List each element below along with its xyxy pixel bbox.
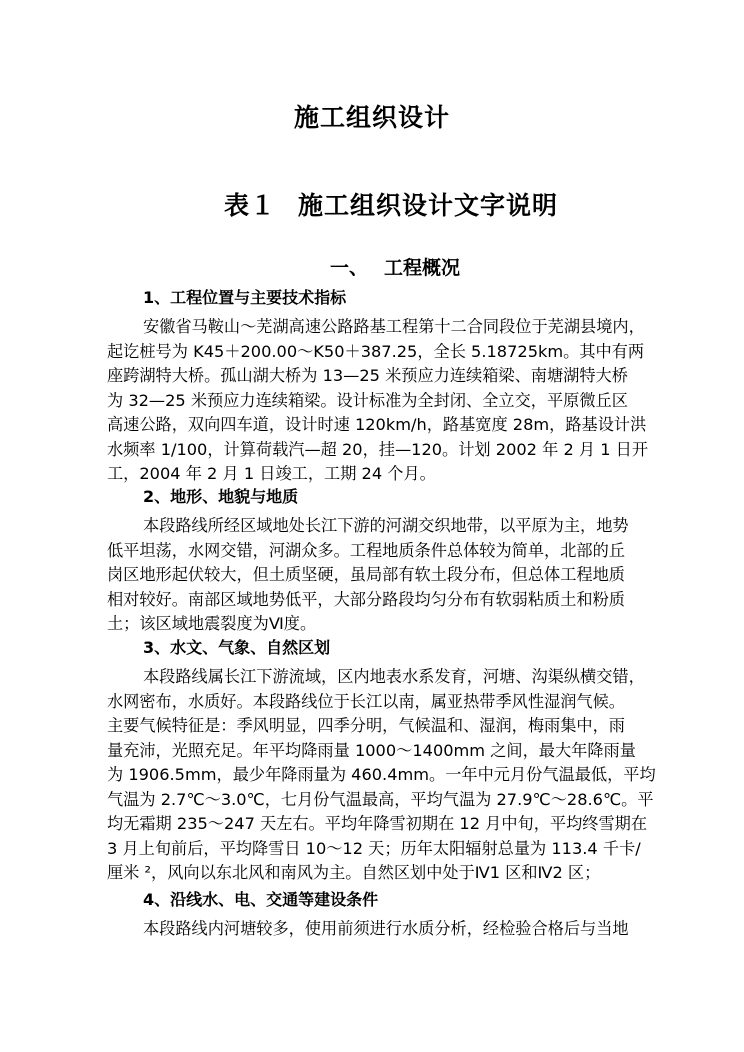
paragraph-line: 起讫桩号为 K45＋200.00～K50＋387.25，全长 5.18725km。其中有两 (107, 341, 645, 361)
paragraph-line: 水网密布，水质好。本段路线位于长江以南，属亚热带季风性湿润气候。 (107, 691, 625, 711)
paragraph-line: 本段路线属长江下游流域，区内地表水系发育，河塘、沟渠纵横交错， (143, 667, 645, 686)
paragraph-line: 安徽省马鞍山～芜湖高速公路路基工程第十二合同段位于芜湖县境内， (143, 317, 645, 336)
paragraph-line: 为 32—25 米预应力连续箱梁。设计标准为全封闭、全立交，平原微丘区 (107, 390, 628, 410)
document-title: 施工组织设计 (293, 103, 450, 132)
paragraph-line: 量充沛，光照充足。年平均降雨量 1000～1400mm 之间，最大年降雨量 (107, 740, 636, 760)
paragraph-line: 气温为 2.7℃～3.0℃，七月份气温最高，平均气温为 27.9℃～28.6℃。平 (107, 789, 654, 809)
section-number: 一、 (329, 257, 368, 279)
paragraph-line: 均无霜期 235～247 天左右。平均年降雪初期在 12 月中旬，平均终雪期在 (107, 814, 648, 833)
paragraph-line: 相对较好。南部区域地势低平，大部分路段均匀分布有软弱粘质土和粉质 (107, 589, 625, 609)
paragraph-line: 主要气候特征是：季风明显，四季分明，气候温和、湿润，梅雨集中，雨 (107, 716, 625, 735)
paragraph-1 (107, 315, 681, 487)
paragraph-line: 座跨湖特大桥。孤山湖大桥为 13—25 米预应力连续箱梁、南塘湖特大桥 (107, 366, 628, 385)
section-title: 工程概况 (384, 257, 461, 279)
paragraph-line: 工，2004 年 2 月 1 日竣工，工期 24 个月。 (107, 464, 436, 483)
subsection-heading-1: 1、工程位置与主要技术指标 (143, 288, 347, 307)
paragraph-3 (107, 665, 681, 886)
paragraph-line: 岗区地形起伏较大，但土质坚硬，虽局部有软土段分布，但总体工程地质 (107, 565, 625, 584)
subsection-heading-2: 2、地形、地貌与地质 (143, 487, 299, 506)
paragraph-2 (107, 514, 681, 637)
paragraph-line: 本段路线内河塘较多，使用前须进行水质分析，经检验合格后与当地 (143, 919, 629, 938)
paragraph-line: 低平坦荡，水网交错，河湖众多。工程地质条件总体较为简单，北部的丘 (107, 540, 625, 560)
table-caption (0, 186, 744, 222)
paragraph-line: 土；该区域地震裂度为Ⅵ度。 (107, 614, 317, 633)
paragraph-line: 为 1906.5mm，最少年降雨量为 460.4mm。一年中元月份气温最低，平均 (107, 765, 656, 784)
subsection-heading-3: 3、水文、气象、自然区划 (143, 638, 331, 657)
paragraph-line: 水频率 1/100，计算荷载汽—超 20，挂—120。计划 2002 年 2 月 1 日开 (107, 439, 649, 459)
paragraph-line: 高速公路，双向四车道，设计时速 120km/h，路基宽度 28m，路基设计洪 (107, 415, 647, 434)
section-heading (0, 253, 744, 280)
paragraph-line: 3 月上旬前后，平均降雪日 10～12 天；历年太阳辐射总量为 113.4 千卡/ (107, 838, 641, 858)
paragraph-line: 厘米 ²，风向以东北风和南风为主。自然区划中处于Ⅳ1 区和Ⅳ2 区； (107, 863, 601, 882)
table-number: 表１ (223, 191, 276, 220)
table-title: 施工组织设计文字说明 (298, 191, 559, 220)
paragraph-line: 本段路线所经区域地处长江下游的河湖交织地带，以平原为主，地势 (143, 516, 629, 535)
subsection-heading-4: 4、沿线水、电、交通等建设条件 (143, 890, 379, 909)
paragraph-4 (107, 917, 681, 942)
